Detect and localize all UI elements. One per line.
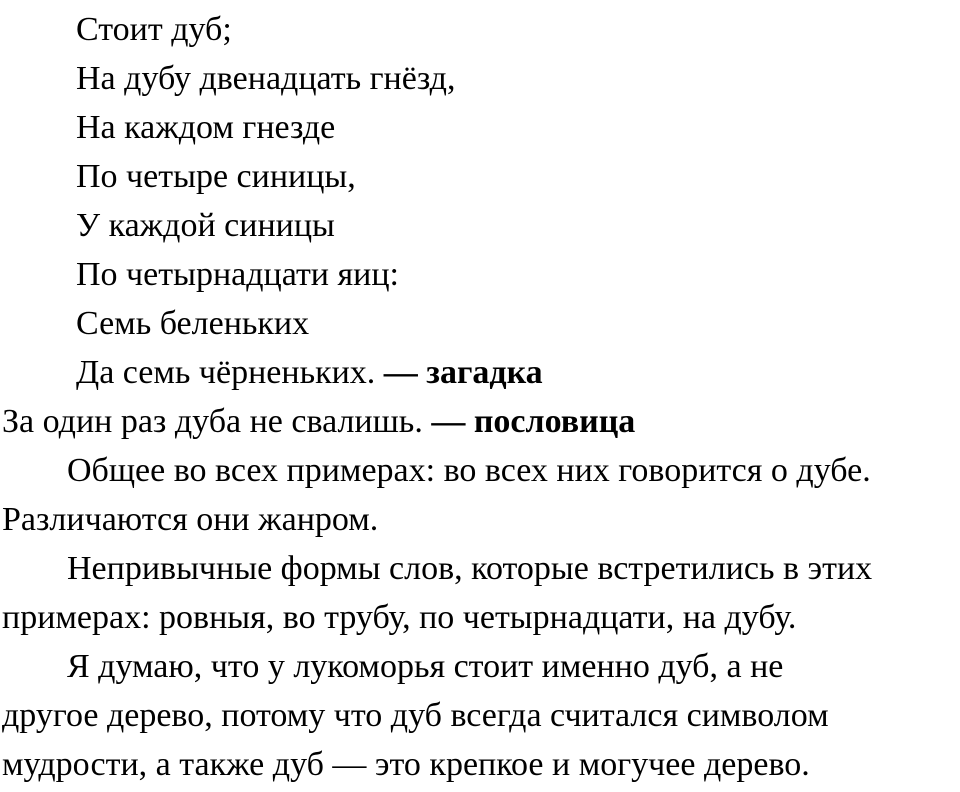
paragraph-line: мудрости, а также дуб — это крепкое и могучее дерево. — [2, 746, 810, 783]
paragraph-line: Различаются они жанром. — [2, 501, 379, 538]
genre-label-riddle: — загадка — [383, 354, 543, 391]
paragraph-line: Непривычные формы слов, которые встретились в этих — [67, 550, 873, 587]
poem-line: У каждой синицы — [76, 207, 335, 244]
poem-last-line-text: Да семь чёрненьких. — [76, 354, 376, 391]
poem-line: По четыре синицы, — [76, 158, 356, 195]
proverb-line — [2, 405, 635, 439]
paragraph-line: примерах: ровныя, во трубу, по четырнадцати, на дубу. — [2, 599, 797, 636]
poem-line: На каждом гнезде — [76, 109, 336, 146]
paragraph-line: Я думаю, что у лукоморья стоит именно дуб, а не — [67, 648, 784, 685]
paragraph-line: Общее во всех примерах: во всех них говорится о дубе. — [67, 452, 871, 489]
poem-last-line — [76, 356, 543, 390]
poem-line: Семь беленьких — [76, 305, 310, 342]
poem-line: Стоит дуб; — [76, 11, 232, 48]
genre-label-proverb: — пословица — [431, 403, 636, 440]
paragraph-line: другое дерево, потому что дуб всегда считался символом — [2, 697, 829, 734]
poem-line: На дубу двенадцать гнёзд, — [76, 60, 456, 97]
poem-line: По четырнадцати яиц: — [76, 256, 399, 293]
proverb-text: За один раз дуба не свалишь. — [2, 403, 423, 440]
